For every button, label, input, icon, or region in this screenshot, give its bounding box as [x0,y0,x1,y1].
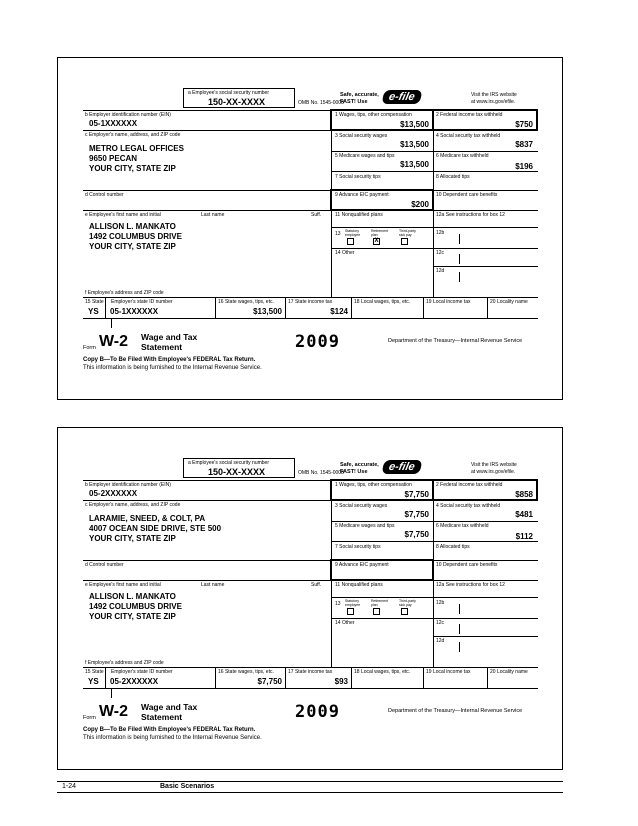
box-4-value: $837 [515,140,533,149]
box-15-id: 05-2XXXXXX [110,677,159,686]
box-15-state: YS [88,677,99,686]
grid-line [331,171,538,172]
employee-label: e Employee's first name and initial [85,212,161,218]
ein-label: b Employer identification number (EIN) [85,112,171,118]
tax-year: 2009 [295,332,340,352]
safe-text: Safe, accurate, [340,92,379,98]
employer-line-3: YOUR CITY, STATE ZIP [89,164,176,173]
sickpay-checkbox[interactable] [401,238,408,245]
box-13-retirement-label: Retirement plan [371,599,389,607]
box-3-label: 3 Social security wages [335,503,388,509]
control-label: d Control number [85,562,124,568]
box-9-label: 9 Advance EIC payment [335,562,389,568]
w2-title: W-2 [99,333,129,350]
grid-line [331,521,538,522]
w2-form [83,458,538,754]
box-17-label: 17 State income tax [288,669,333,675]
box-4-label: 4 Social security tax withheld [436,503,501,509]
efile-logo: e-file [382,460,423,474]
employee-line-1: ALLISON L. MANKATO [89,222,176,231]
grid-line [105,667,106,688]
form-word: Form [83,345,96,351]
code-divider [459,624,460,634]
grid-line [83,688,538,689]
grid-line [331,248,433,249]
employer-line-2: 9650 PECAN [89,154,138,163]
code-divider [459,642,460,652]
box-10-label: 10 Dependent care benefits [436,562,498,568]
box-2-label: 2 Federal income tax withheld [436,482,503,488]
box-16-value: $13,500 [253,307,282,316]
fast-text: FAST! Use [340,99,368,105]
box-20-label: 20 Locality name [490,299,528,305]
employee-line-3: YOUR CITY, STATE ZIP [89,612,176,621]
box-20-label: 20 Locality name [490,669,528,675]
title-line-1: Wage and Tax [141,332,198,342]
box-11-label: 11 Nonqualified plans [335,582,383,588]
box-12d-label: 12d [436,638,445,644]
box-1-label: 1 Wages, tips, other compensation [335,112,412,118]
grid-line [285,297,286,318]
box-12b-label: 12b [436,230,445,236]
box-18-label: 18 Local wages, tips, etc. [354,299,411,305]
box-12a-label: 12a See instructions for box 12 [436,212,505,218]
tick [111,318,112,328]
ssn-box [183,88,295,108]
box-14-label: 14 Other [335,250,355,256]
ssn-box [183,458,295,478]
employer-label: c Employer's name, address, and ZIP code [85,132,181,138]
grid-line [423,667,424,688]
fast-text: FAST! Use [340,469,368,475]
box-15-state: YS [88,307,99,316]
grid-line [423,297,424,318]
grid-line [285,667,286,688]
w2-panel-1 [57,57,563,400]
box-5-label: 5 Medicare wages and tips [335,523,395,529]
control-label: d Control number [85,192,124,198]
grid-line [83,210,538,211]
box-2-label: 2 Federal income tax withheld [436,112,503,118]
box-3-value: $7,750 [404,510,429,519]
employer-line-3: YOUR CITY, STATE ZIP [89,534,176,543]
box-12c-label: 12c [436,250,445,256]
box-13-statutory-label: Statutory employee [345,599,361,607]
grid-line [433,248,538,249]
employee-line-2: 1492 COLUMBUS DRIVE [89,602,182,611]
grid-line [331,227,538,228]
employer-label: c Employer's name, address, and ZIP code [85,502,181,508]
title-line-2: Statement [141,342,183,352]
grid-line [433,636,538,637]
box-13-retirement-label: Retirement plan [371,229,389,237]
grid-line [487,297,488,318]
grid-line [215,667,216,688]
box-14-label: 14 Other [335,620,355,626]
box-15-label: 15 State [85,299,104,305]
suff-label: Suff. [311,212,322,218]
box-13-label: 13 [335,601,341,607]
employee-label: e Employee's first name and initial [85,582,161,588]
grid-line [83,667,538,668]
grid-line [331,618,433,619]
grid-line [83,130,331,131]
ein-label: b Employer identification number (EIN) [85,482,171,488]
ssn-label: a Employee's social security number [188,460,269,466]
ein-value: 05-1XXXXXX [89,119,138,128]
box-12b-label: 12b [436,600,445,606]
box-12a-label: 12a See instructions for box 12 [436,582,505,588]
irs-text-2: at www.irs.gov/efile. [471,469,516,475]
grid-line [331,597,538,598]
box-3-label: 3 Social security wages [335,133,388,139]
box-4-value: $481 [515,510,533,519]
grid-line [331,151,538,152]
info-text: This information is being furnished to the Internal Revenue Service. [83,365,262,371]
ssn-label: a Employee's social security number [188,90,269,96]
safe-text: Safe, accurate, [340,462,379,468]
box-2-value: $858 [515,490,533,499]
grid-line [215,297,216,318]
copy-b-text: Copy B—To Be Filed With Employee's FEDERAL Tax Return. [83,727,256,733]
box-13-sickpay-label: Third-party sick pay [399,229,416,237]
box-16-value: $7,750 [257,677,282,686]
box-9-label: 9 Advance EIC payment [335,192,389,198]
suff-label: Suff. [311,582,322,588]
grid-line [433,618,538,619]
grid-line [105,297,106,318]
section-title: Basic Scenarios [160,783,215,790]
box-16-label: 16 State wages, tips, etc. [218,299,274,305]
box-19-label: 19 Local income tax [426,669,471,675]
box-13-statutory-label: Statutory employee [345,229,361,237]
employer-line-2: 4007 OCEAN SIDE DRIVE, STE 500 [89,524,222,533]
retirement-checkbox[interactable] [373,608,380,615]
code-divider [459,234,460,244]
box-8-label: 8 Allocated tips [436,544,470,550]
box-1-value: $13,500 [400,120,429,129]
w2-title: W-2 [99,703,129,720]
grid-line [83,560,538,561]
employee-line-2: 1492 COLUMBUS DRIVE [89,232,182,241]
box-5-label: 5 Medicare wages and tips [335,153,395,159]
ein-value: 05-2XXXXXX [89,489,138,498]
page-number: 1-24 [62,783,77,790]
box-17-value: $93 [334,677,348,686]
efile-logo: e-file [382,90,423,104]
box-15-label: 15 State [85,669,104,675]
box-13-label: 13 [335,231,341,237]
irs-text-2: at www.irs.gov/efile. [471,99,516,105]
grid-line [83,500,331,501]
ssn-value: 150-XX-XXXX [208,467,266,477]
title-line-2: Statement [141,712,183,722]
box-2-value: $750 [515,120,533,129]
grid-line [83,580,538,581]
footer-rule-bottom [57,792,563,793]
irs-text-1: Visit the IRS website [471,92,517,98]
ssn-value: 150-XX-XXXX [208,97,266,107]
footer-rule-top [57,781,563,782]
dept-text: Department of the Treasury—Internal Revenue Service [388,338,523,344]
box-11-label: 11 Nonqualified plans [335,212,383,218]
box-9-value: $200 [411,200,429,209]
box-17-label: 17 State income tax [288,299,333,305]
box-10-label: 10 Dependent care benefits [436,192,498,198]
retirement-checkbox[interactable]: X [374,238,379,244]
sickpay-checkbox[interactable] [401,608,408,615]
box-7-label: 7 Social security tips [335,174,381,180]
box-6-value: $112 [515,532,533,541]
box-6-value: $196 [515,162,533,171]
employee-line-3: YOUR CITY, STATE ZIP [89,242,176,251]
title-line-1: Wage and Tax [141,702,198,712]
box-16-label: 16 State wages, tips, etc. [218,669,274,675]
grid-line [351,297,352,318]
w2-form [83,88,538,384]
box-12c-label: 12c [436,620,445,626]
box-18-label: 18 Local wages, tips, etc. [354,669,411,675]
employee-address-label: f Employee's address and ZIP code [85,290,164,296]
omb-number: OMB No. 1545-0008 [298,470,344,476]
box-15-id: 05-1XXXXXX [110,307,159,316]
form-word: Form [83,715,96,721]
box-5-value: $13,500 [400,160,429,169]
grid-line [433,266,538,267]
box-6-label: 6 Medicare tax withheld [436,523,489,529]
tick [111,688,112,698]
box-3-value: $13,500 [400,140,429,149]
grid-line [331,541,538,542]
info-text: This information is being furnished to the Internal Revenue Service. [83,735,262,741]
last-name-label: Last name [201,212,225,218]
box-1-value: $7,750 [404,490,429,499]
employer-line-1: METRO LEGAL OFFICES [89,144,184,153]
grid-line [351,667,352,688]
copy-b-text: Copy B—To Be Filed With Employee's FEDERAL Tax Return. [83,357,256,363]
box-5-value: $7,750 [404,530,429,539]
box-8-label: 8 Allocated tips [436,174,470,180]
code-divider [459,272,460,282]
code-divider [459,604,460,614]
omb-number: OMB No. 1545-0008 [298,100,344,106]
statutory-checkbox[interactable] [347,238,354,245]
box-4-label: 4 Social security tax withheld [436,133,501,139]
box-1-label: 1 Wages, tips, other compensation [335,482,412,488]
box-13-sickpay-label: Third-party sick pay [399,599,416,607]
box-12d-label: 12d [436,268,445,274]
last-name-label: Last name [201,582,225,588]
grid-line [487,667,488,688]
grid-line [83,318,538,319]
grid-line [83,297,538,298]
box-15-id-label: Employer's state ID number [111,669,173,675]
box-15-id-label: Employer's state ID number [111,299,173,305]
dept-text: Department of the Treasury—Internal Revenue Service [388,708,523,714]
employee-address-label: f Employee's address and ZIP code [85,660,164,666]
employer-line-1: LARAMIE, SNEED, & COLT, PA [89,514,206,523]
code-divider [459,254,460,264]
box-19-label: 19 Local income tax [426,299,471,305]
box-7-label: 7 Social security tips [335,544,381,550]
grid-line [83,190,538,191]
box-6-label: 6 Medicare tax withheld [436,153,489,159]
employee-line-1: ALLISON L. MANKATO [89,592,176,601]
box-17-value: $124 [330,307,348,316]
w2-panel-2 [57,427,563,770]
irs-text-1: Visit the IRS website [471,462,517,468]
statutory-checkbox[interactable] [347,608,354,615]
tax-year: 2009 [295,702,340,722]
